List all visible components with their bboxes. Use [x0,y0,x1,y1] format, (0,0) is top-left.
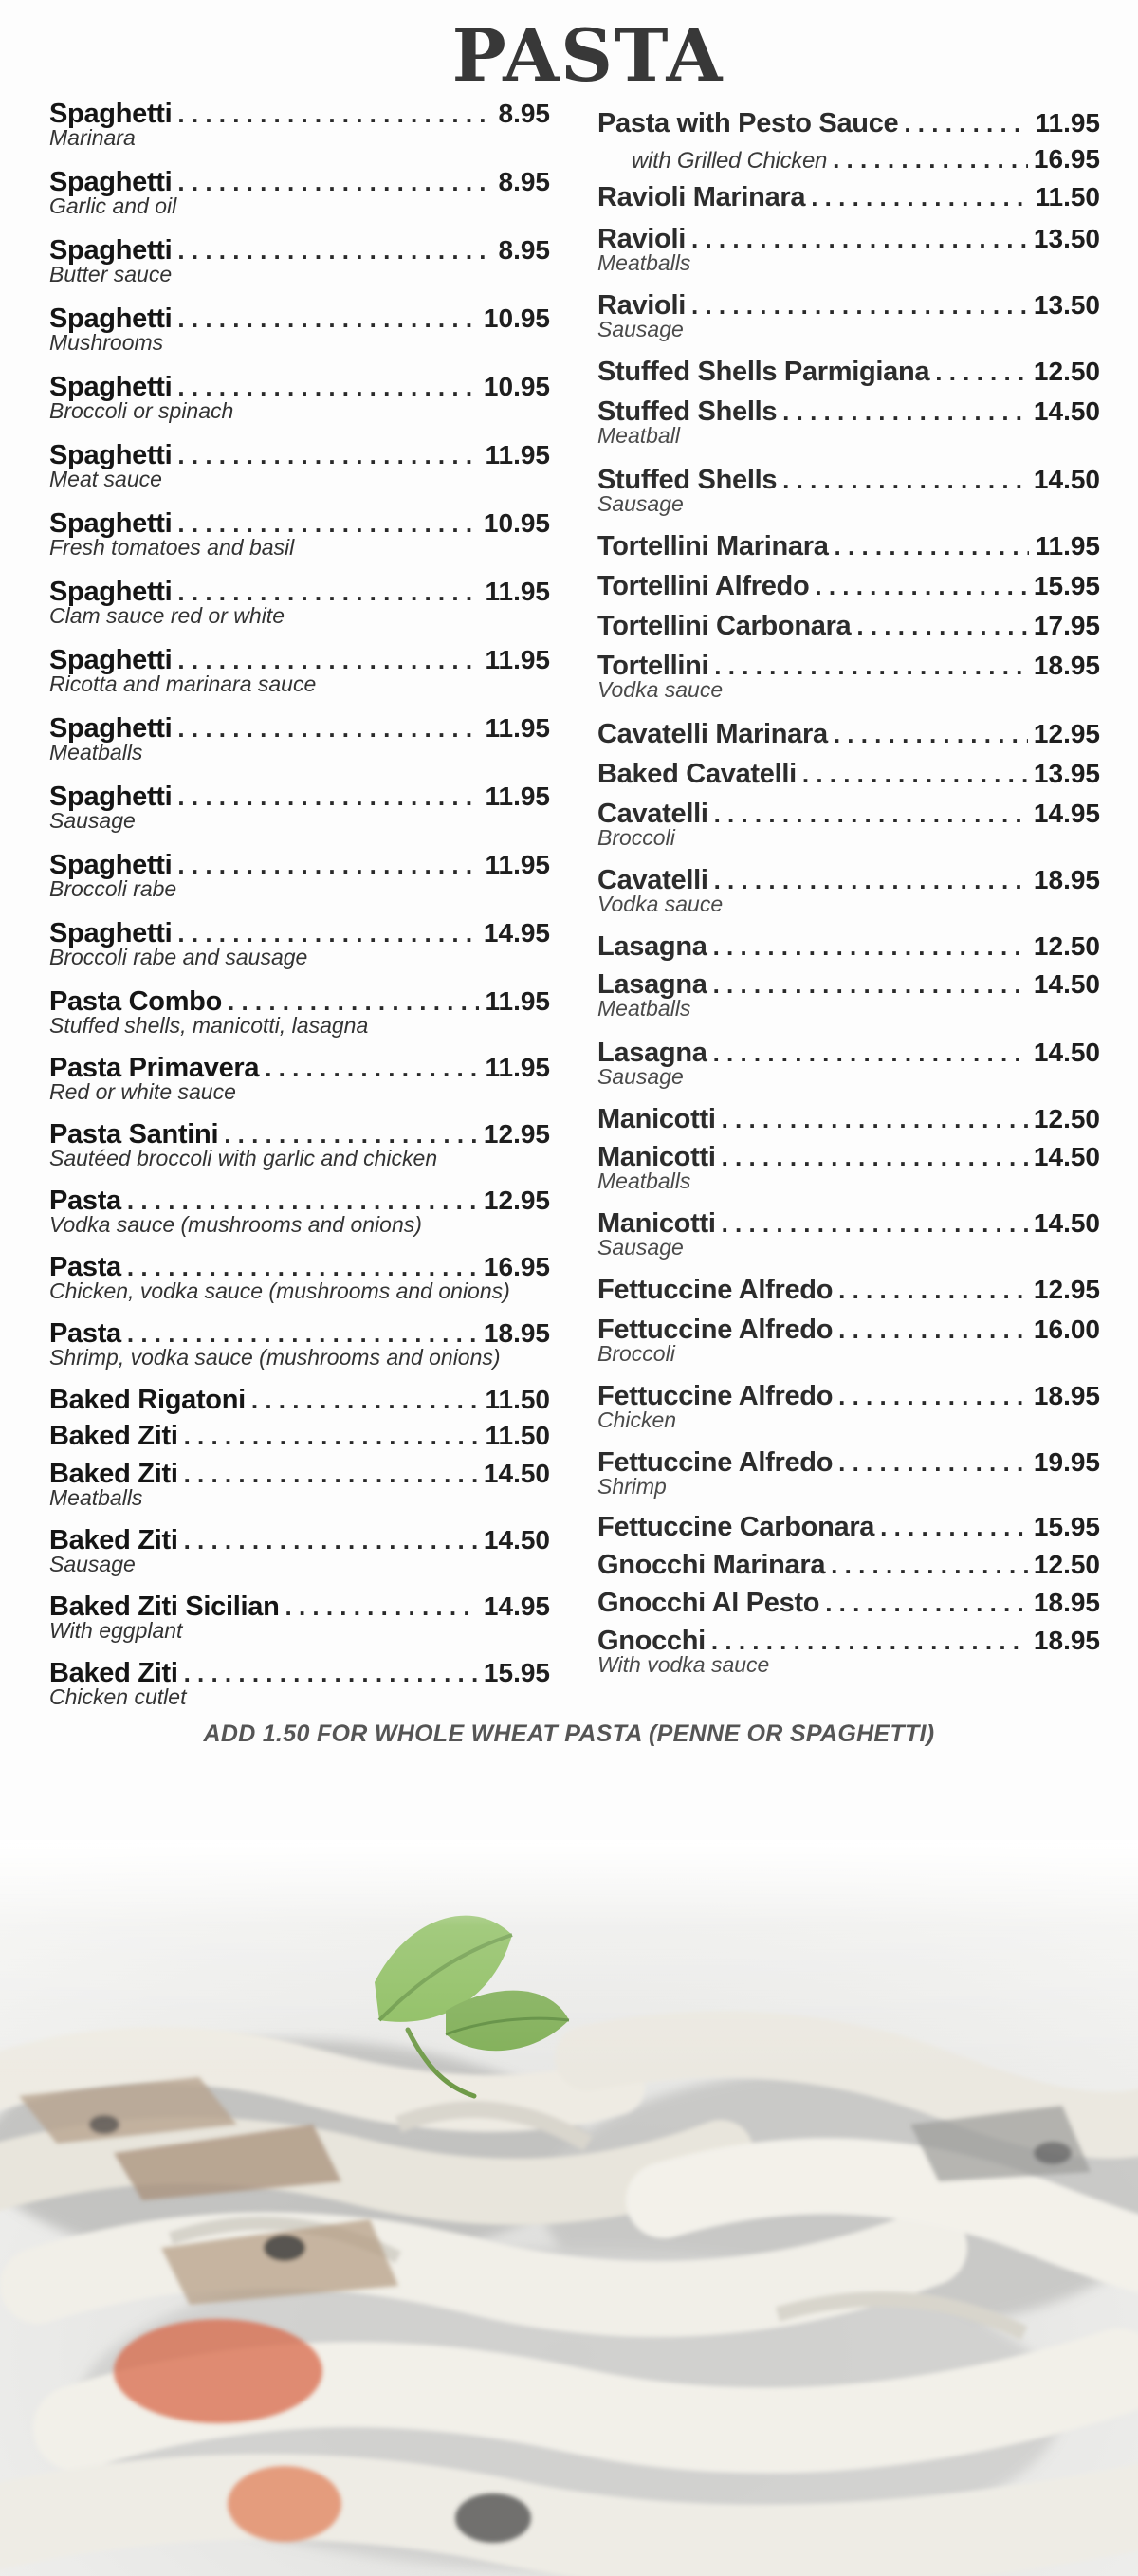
dot-leader [815,567,1028,605]
menu-item [597,1546,1100,1584]
item-name: Spaghetti [49,235,173,266]
dot-leader [177,846,479,884]
item-name: Tortellini Alfredo [597,571,810,601]
dot-leader [713,966,1028,1003]
item-price: 14.50 [483,1525,550,1555]
item-price: 14.50 [1033,1208,1100,1238]
item-price: 16.00 [1033,1315,1100,1344]
menu-item [597,861,1100,917]
item-name: Spaghetti [49,713,173,744]
item-name: Manicotti [597,1104,716,1134]
menu-item [49,983,550,1039]
item-name: Baked Ziti Sicilian [49,1592,280,1622]
item-description: Marinara [49,125,136,150]
dot-leader [856,607,1028,645]
item-price: 14.50 [1033,465,1100,494]
menu-item [597,286,1100,342]
dot-leader [251,1381,480,1419]
item-price: 14.95 [483,918,550,948]
dot-leader [835,527,1030,565]
item-description: Meatball [597,423,680,448]
menu-item [597,1444,1100,1500]
menu-item [597,966,1100,1021]
item-description: With eggplant [49,1618,183,1643]
item-price: 12.95 [1033,1275,1100,1304]
item-price: 12.95 [1033,719,1100,748]
item-price: 14.95 [1033,799,1100,828]
dot-leader [880,1508,1028,1546]
item-description: Mushrooms [49,330,164,355]
item-name: Spaghetti [49,782,173,812]
item-name: Spaghetti [49,304,173,334]
menu-item [49,95,550,151]
item-name: Gnocchi [597,1626,706,1656]
menu-item [597,220,1100,276]
item-price: 11.50 [485,1421,550,1450]
menu-item [49,573,550,629]
dot-leader [265,1049,479,1087]
dot-leader [838,1377,1028,1415]
item-name: Tortellini Marinara [597,531,829,561]
item-price: 11.95 [485,645,550,674]
item-name: Cavatelli [597,799,708,829]
dot-leader [935,353,1028,391]
item-price: 8.95 [498,167,550,196]
item-name: Ravioli Marinara [597,182,806,212]
dot-leader [838,1271,1028,1309]
item-price: 18.95 [1033,865,1100,894]
item-name: Spaghetti [49,167,173,197]
item-name: Lasagna [597,969,707,1000]
item-description: Ricotta and marinara sauce [49,672,317,696]
page-title: PASTA [451,13,725,98]
item-description: Stuffed shells, manicotti, lasagna [49,1013,369,1038]
menu-item [597,567,1100,605]
menu-item [597,393,1100,449]
dot-leader [904,104,1029,142]
dot-leader [177,778,479,816]
menu-item [49,368,550,424]
menu-item [49,1315,550,1371]
dot-leader [714,795,1028,833]
item-price: 14.50 [1033,396,1100,426]
item-price: 16.95 [1033,144,1100,174]
menu-item [597,1271,1100,1309]
item-name: Gnocchi Marinara [597,1550,826,1580]
item-price: 15.95 [483,1658,550,1687]
menu-item [597,755,1100,793]
menu-item [49,1521,550,1577]
dot-leader [691,286,1028,324]
item-price: 14.95 [483,1592,550,1621]
whole-wheat-note: ADD 1.50 FOR WHOLE WHEAT PASTA (PENNE OR SPAGHETTI) [203,1720,935,1747]
item-price: 14.50 [1033,969,1100,999]
item-name: Stuffed Shells Parmigiana [597,357,930,387]
item-description: Sausage [49,808,136,833]
menu-item [49,1182,550,1238]
item-price: 11.95 [485,986,550,1016]
item-name: Spaghetti [49,99,173,129]
item-price: 12.95 [483,1119,550,1149]
dot-leader [825,1584,1028,1622]
item-name: Pasta with Pesto Sauce [597,108,899,138]
item-name: Pasta [49,1252,121,1282]
item-description: Meatballs [49,1485,143,1510]
item-description: Meatballs [597,1168,691,1193]
item-price: 11.95 [485,713,550,743]
item-name: Stuffed Shells [597,465,778,495]
dot-leader [177,163,492,201]
menu-item [597,1622,1100,1678]
menu-item [597,647,1100,703]
item-name: Ravioli [597,224,686,254]
dot-leader [838,1311,1028,1349]
item-name: Baked Rigatoni [49,1385,246,1415]
item-description: Sausage [49,1552,136,1576]
item-name: Fettuccine Carbonara [597,1512,875,1542]
item-price: 18.95 [1033,1381,1100,1410]
menu-item [49,1455,550,1511]
item-price: 18.95 [1033,1626,1100,1655]
item-description: Butter sauce [49,262,173,286]
photo-top-fade [0,1840,1138,2087]
menu-item [49,300,550,356]
dot-leader [177,709,479,747]
menu-item [597,104,1100,142]
dot-leader [177,231,492,269]
item-name: Spaghetti [49,372,173,402]
item-price: 12.50 [1033,357,1100,386]
item-description: Meatballs [597,996,691,1021]
item-price: 10.95 [483,508,550,538]
item-price: 8.95 [498,235,550,265]
item-description: Broccoli [597,825,675,850]
pasta-dish-photo [0,1840,1138,2576]
item-price: 10.95 [483,372,550,401]
item-price: 15.95 [1033,571,1100,600]
dot-leader [177,95,492,133]
item-price: 18.95 [1033,651,1100,680]
menu-item [49,163,550,219]
item-price: 12.95 [483,1186,550,1215]
item-name: Stuffed Shells [597,396,778,427]
item-description: Sausage [597,1235,684,1260]
menu-item [597,140,1100,178]
item-price: 12.50 [1033,1104,1100,1133]
item-price: 18.95 [1033,1588,1100,1617]
item-name: Baked Ziti [49,1658,178,1688]
item-name: Baked Cavatelli [597,759,797,789]
item-description: Meatballs [597,250,691,275]
item-price: 12.50 [1033,931,1100,961]
dot-leader [714,861,1028,899]
item-price: 11.50 [485,1385,550,1414]
item-name: Lasagna [597,1038,707,1068]
menu-item [49,709,550,765]
item-description: Vodka sauce (mushrooms and onions) [49,1212,422,1237]
pasta-dish-illustration [0,1840,1138,2576]
item-name: Fettuccine Alfredo [597,1315,834,1345]
item-price: 18.95 [483,1318,550,1348]
dot-leader [184,1417,480,1455]
item-name: Fettuccine Alfredo [597,1381,834,1411]
item-price: 14.50 [1033,1142,1100,1171]
menu-item [597,1584,1100,1622]
item-name: with Grilled Chicken [632,148,828,174]
item-description: Sausage [597,317,684,341]
menu-item [49,1381,550,1419]
dot-leader [177,436,479,474]
item-description: Broccoli rabe and sausage [49,945,308,969]
menu-item [49,778,550,834]
dot-leader [714,647,1028,685]
item-name: Baked Ziti [49,1459,178,1489]
item-description: Chicken, vodka sauce (mushrooms and onions) [49,1279,510,1303]
item-name: Gnocchi Al Pesto [597,1588,820,1618]
item-name: Manicotti [597,1208,716,1239]
menu-item [597,1377,1100,1433]
dot-leader [722,1138,1028,1176]
menu-item [597,1205,1100,1260]
item-price: 12.50 [1033,1550,1100,1579]
item-description: Broccoli [597,1341,675,1366]
dot-leader [722,1205,1028,1242]
item-description: Chicken cutlet [49,1684,187,1709]
menu-item [597,795,1100,851]
item-description: Broccoli or spinach [49,398,234,423]
dot-leader [285,1588,478,1626]
item-price: 11.95 [485,782,550,811]
item-description: Clam sauce red or white [49,603,284,628]
dot-leader [691,220,1028,258]
dot-leader [831,1546,1028,1584]
item-name: Spaghetti [49,508,173,539]
item-name: Cavatelli [597,865,708,895]
item-description: Vodka sauce [597,892,724,916]
item-description: Fresh tomatoes and basil [49,535,295,560]
menu-item [49,505,550,561]
dot-leader [177,300,478,338]
item-price: 19.95 [1033,1447,1100,1477]
dot-leader [838,1444,1028,1481]
menu-item [597,928,1100,966]
menu-item [597,178,1100,216]
item-name: Baked Ziti [49,1525,178,1555]
item-price: 11.95 [485,440,550,469]
menu-item [49,1049,550,1105]
dot-leader [184,1654,478,1692]
menu-item [49,1417,550,1455]
menu-item [49,1115,550,1171]
item-description: Shrimp, vodka sauce (mushrooms and onions) [49,1345,501,1370]
menu-item [49,914,550,970]
item-price: 13.95 [1033,759,1100,788]
item-price: 10.95 [483,304,550,333]
menu-item [49,231,550,287]
menu-item [49,1248,550,1304]
item-name: Fettuccine Alfredo [597,1447,834,1478]
item-name: Ravioli [597,290,686,321]
item-price: 11.95 [485,577,550,606]
item-price: 13.50 [1033,224,1100,253]
item-name: Fettuccine Alfredo [597,1275,834,1305]
menu-item [597,607,1100,645]
item-name: Cavatelli Marinara [597,719,828,749]
menu-item [597,1508,1100,1546]
item-price: 11.95 [1035,108,1100,138]
menu-item [597,461,1100,517]
item-price: 17.95 [1033,611,1100,640]
item-name: Pasta Primavera [49,1053,260,1083]
dot-leader [713,928,1028,966]
item-name: Spaghetti [49,850,173,880]
item-name: Pasta Santini [49,1119,219,1150]
item-price: 14.50 [483,1459,550,1488]
item-description: Garlic and oil [49,193,177,218]
menu-item [49,436,550,492]
dot-leader [811,178,1029,216]
dot-leader [184,1455,478,1493]
item-name: Pasta Combo [49,986,223,1017]
item-name: Pasta [49,1318,121,1349]
menu-item [49,1588,550,1644]
item-name: Spaghetti [49,440,173,470]
item-price: 11.50 [1035,182,1100,212]
item-name: Spaghetti [49,577,173,607]
item-description: Chicken [597,1408,677,1432]
item-price: 11.95 [1035,531,1100,561]
dot-leader [833,140,1028,178]
item-price: 11.95 [485,1053,550,1082]
item-name: Lasagna [597,931,707,962]
item-description: With vodka sauce [597,1652,770,1677]
dot-leader [713,1034,1028,1072]
item-price: 15.95 [1033,1512,1100,1541]
item-price: 16.95 [483,1252,550,1281]
item-name: Spaghetti [49,645,173,675]
menu-item [597,1100,1100,1138]
dot-leader [802,755,1028,793]
menu-item [49,1654,550,1710]
item-name: Tortellini [597,651,709,681]
item-description: Meat sauce [49,467,162,491]
menu-item [597,1138,1100,1194]
item-price: 11.95 [485,850,550,879]
item-description: Sausage [597,491,684,516]
dot-leader [722,1100,1028,1138]
item-price: 8.95 [498,99,550,128]
item-name: Baked Ziti [49,1421,178,1451]
item-price: 13.50 [1033,290,1100,320]
menu-item [597,715,1100,753]
item-description: Broccoli rabe [49,876,177,901]
menu-item [597,1311,1100,1367]
menu-item [597,1034,1100,1090]
dot-leader [782,461,1028,499]
dot-leader [782,393,1028,431]
item-description: Red or white sauce [49,1079,236,1104]
item-name: Pasta [49,1186,121,1216]
item-name: Tortellini Carbonara [597,611,852,641]
menu-item [49,846,550,902]
dot-leader [834,715,1028,753]
item-name: Manicotti [597,1142,716,1172]
menu-item [49,641,550,697]
item-description: Meatballs [49,740,143,764]
dot-leader [184,1521,478,1559]
item-description: Vodka sauce [597,677,724,702]
menu-item [597,527,1100,565]
item-description: Sausage [597,1064,684,1089]
item-description: Sautéed broccoli with garlic and chicken [49,1146,438,1170]
item-description: Shrimp [597,1474,667,1499]
menu-item [597,353,1100,391]
item-price: 14.50 [1033,1038,1100,1067]
item-name: Spaghetti [49,918,173,948]
